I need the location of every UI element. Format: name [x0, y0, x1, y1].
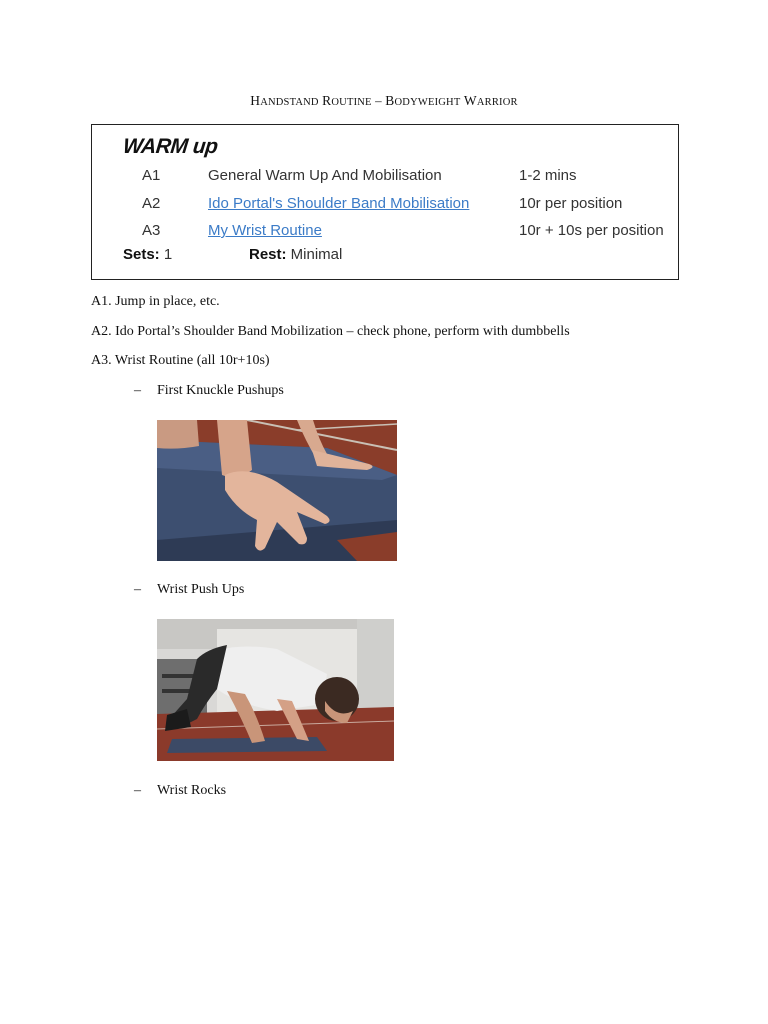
hands-on-mat-photo	[157, 420, 397, 561]
dash-bullet: –	[134, 783, 141, 798]
warmup-row-a2	[92, 195, 678, 217]
row-dose: 1-2 mins	[519, 167, 577, 184]
page-title: HANDSTAND ROUTINE – BODYWEIGHT WARRIOR	[250, 93, 518, 108]
dash-bullet: –	[134, 582, 141, 597]
row-code: A3	[142, 222, 161, 239]
warmup-row-a3	[92, 222, 678, 244]
row-code: A1	[142, 167, 161, 184]
warmup-table	[91, 124, 679, 280]
warmup-heading: WARM up	[121, 135, 219, 158]
dash-bullet: –	[134, 383, 141, 398]
warmup-row-a1	[92, 167, 678, 189]
sets-info: Sets: 1	[123, 246, 173, 263]
exercise-item-first-knuckle-pushups	[134, 383, 284, 399]
note-a1: A1. Jump in place, etc.	[91, 294, 220, 309]
rest-info: Rest: Minimal	[249, 246, 343, 263]
exercise-item-wrist-push-ups	[134, 582, 244, 598]
exercise-name: Wrist Rocks	[157, 783, 227, 798]
exercise-item-wrist-rocks	[134, 783, 226, 799]
row-code: A2	[142, 195, 161, 212]
row-dose: 10r + 10s per position	[519, 222, 664, 239]
note-a3: A3. Wrist Routine (all 10r+10s)	[91, 353, 270, 368]
exercise-name: Wrist Push Ups	[157, 582, 245, 597]
row-dose: 10r per position	[519, 195, 623, 212]
man-wrist-pushup-photo	[157, 619, 394, 761]
shoulder-band-mobilisation-link[interactable]: Ido Portal's Shoulder Band Mobilisation	[208, 195, 470, 212]
row-description: General Warm Up And Mobilisation	[208, 167, 442, 184]
note-a2: A2. Ido Portal’s Shoulder Band Mobilization – check phone, perform with dumbbells	[91, 324, 570, 339]
exercise-name: First Knuckle Pushups	[157, 383, 284, 398]
wrist-routine-link[interactable]: My Wrist Routine	[208, 222, 322, 239]
